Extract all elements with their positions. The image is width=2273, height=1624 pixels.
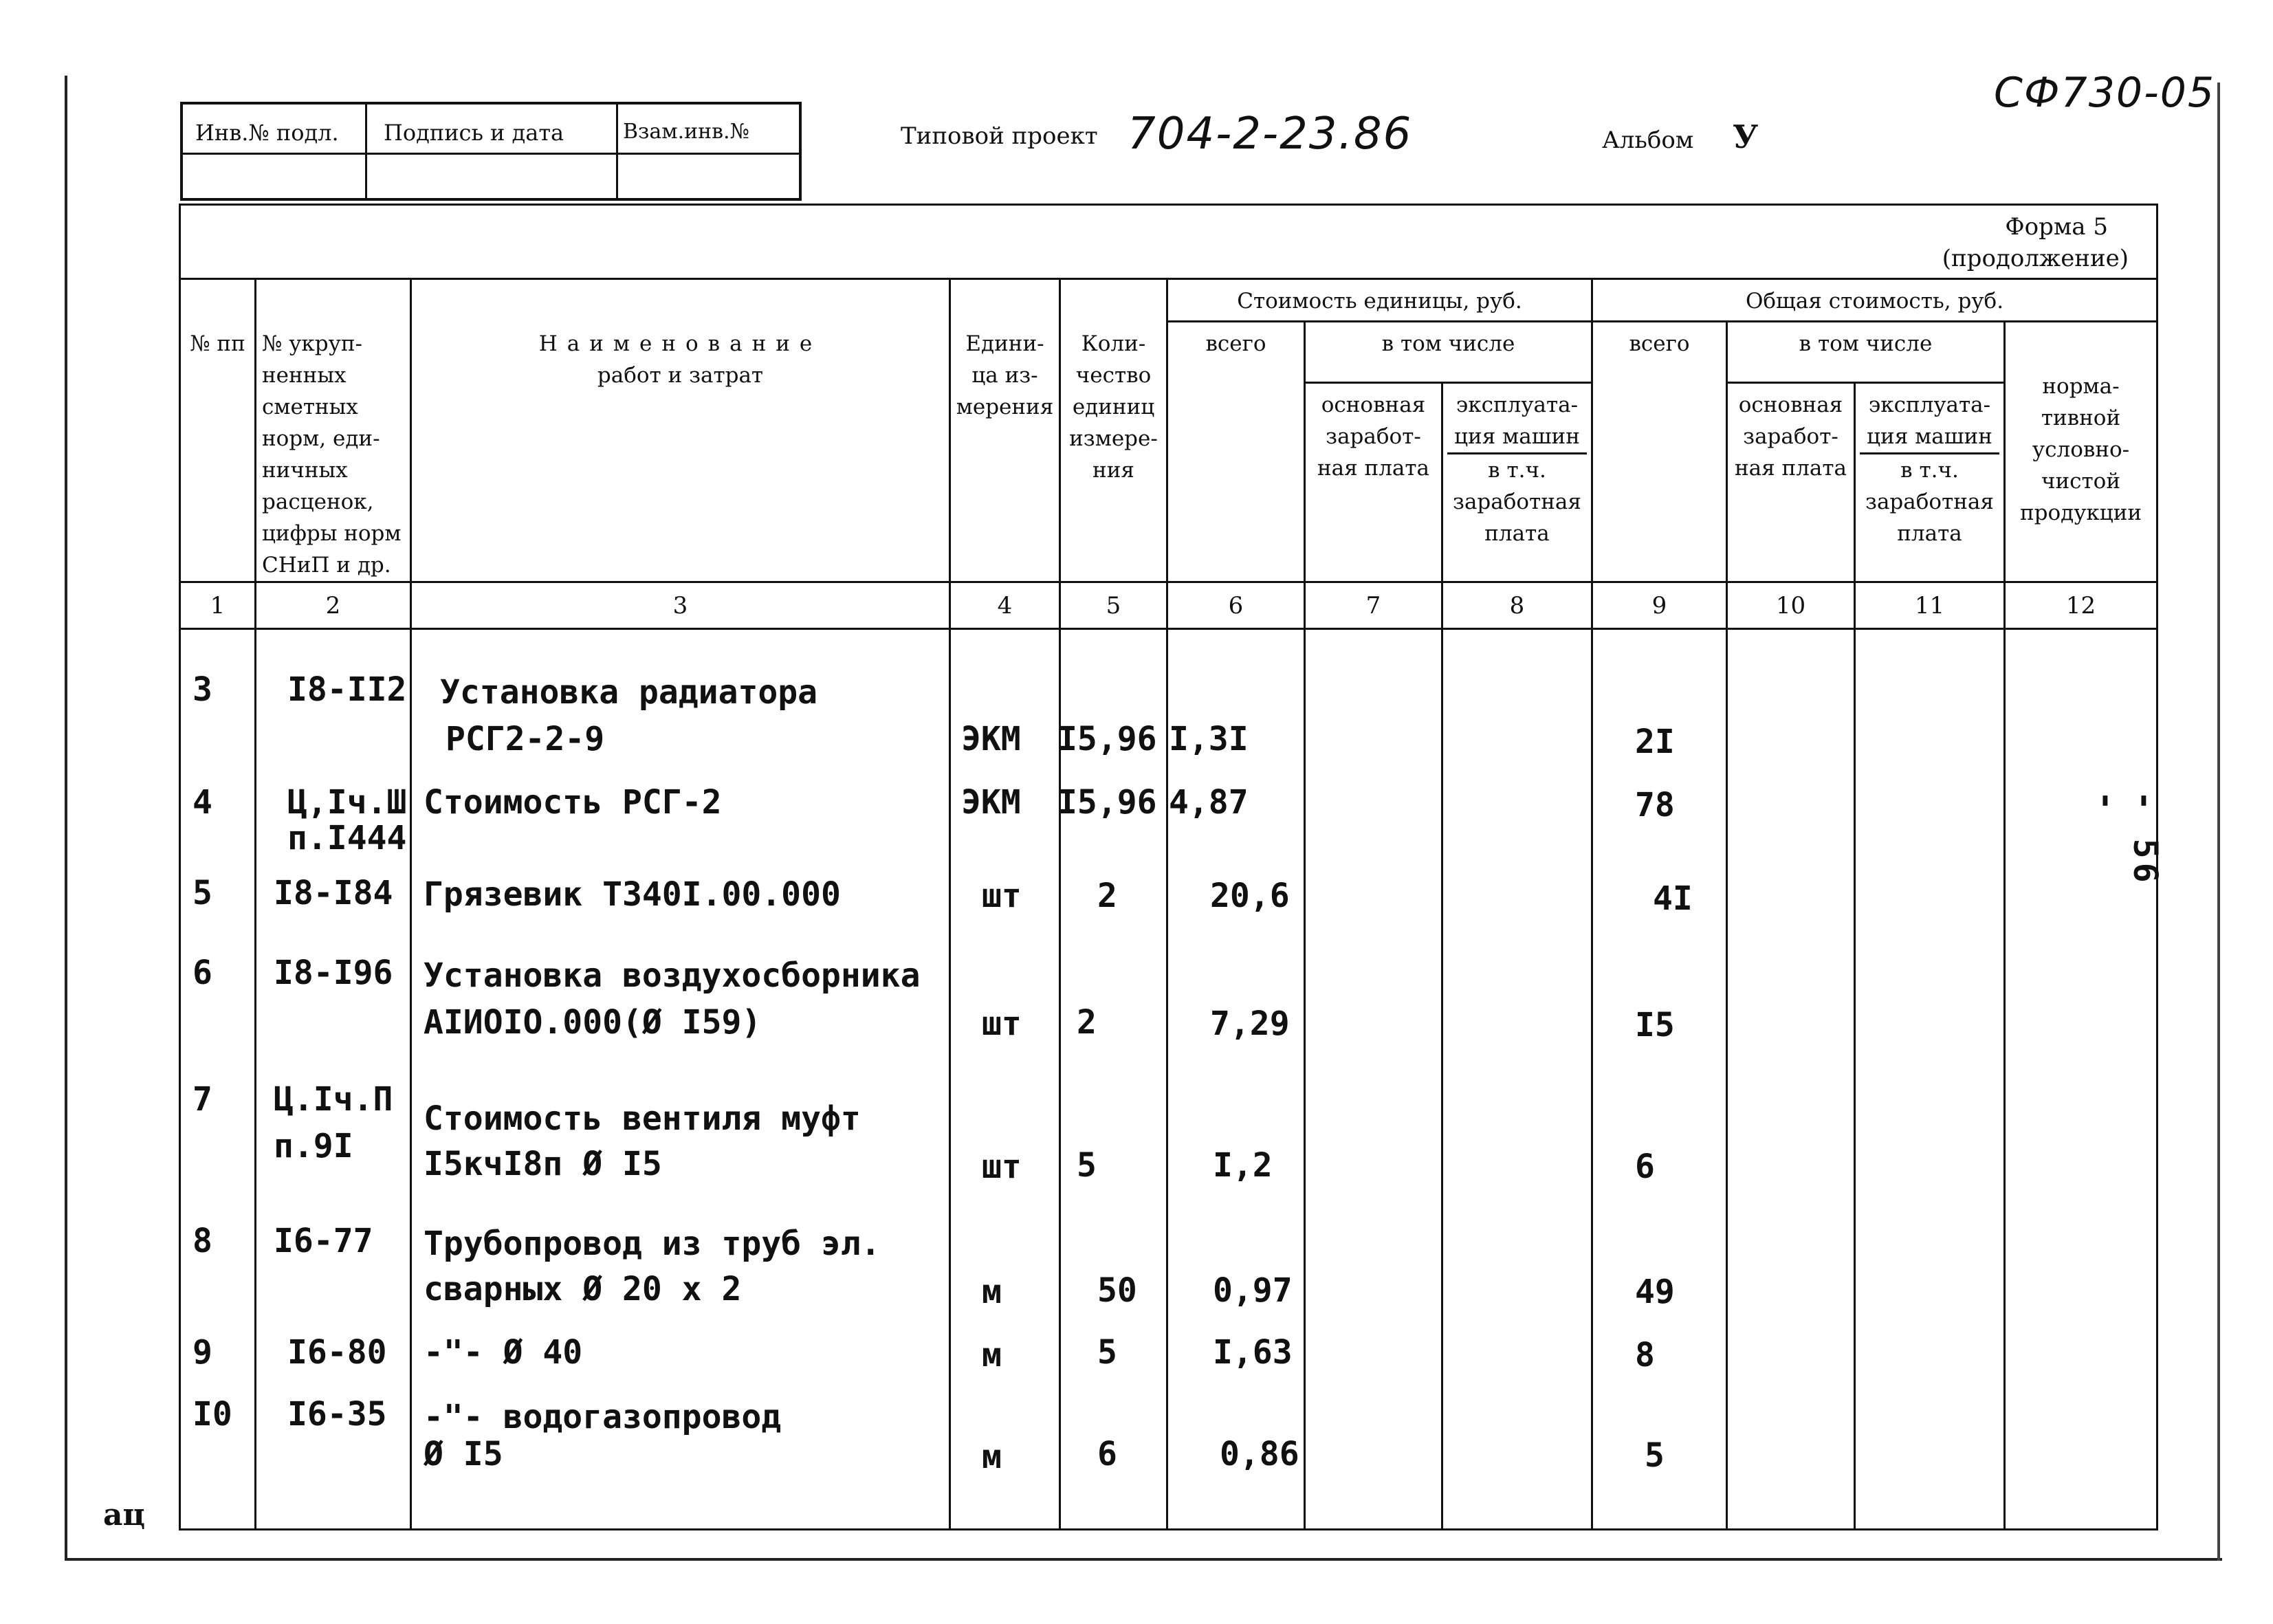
- row-code: I8-II2: [287, 670, 407, 709]
- row-name-line1: -"- водогазопровод: [424, 1398, 782, 1436]
- row-name-line1: Установка радиатора: [440, 673, 818, 712]
- row-number: 3: [193, 670, 212, 709]
- col-norm-header: № укруп- ненных сметных норм, еди- ничных расценок, цифры норм СНиП и др.: [256, 279, 411, 582]
- total-machine-wage-label: в т.ч. заработная плата: [1865, 458, 1994, 546]
- row-number: 6: [193, 954, 212, 992]
- col-unit-header: Едини- ца из- мерения: [950, 279, 1060, 582]
- stamp-block: [180, 102, 802, 201]
- form-title: Форма 5: [2005, 213, 2109, 241]
- stamp-inv-podl: Инв.№ подл.: [195, 120, 339, 146]
- page-number: - 56 -: [2087, 791, 2164, 887]
- col-qty-header: Коли- чество единиц измере- ния: [1060, 279, 1167, 582]
- row-unit: м: [982, 1336, 1002, 1374]
- row-unit: шт: [982, 1005, 1022, 1043]
- row-number: 4: [193, 783, 212, 822]
- row-name-line2: I5кчI8п Ø I5: [424, 1145, 662, 1183]
- row-unit: м: [982, 1273, 1002, 1311]
- col-name-title: Наименование: [538, 331, 822, 356]
- row-number: 8: [193, 1222, 212, 1260]
- row-code-line2: п.I444: [287, 819, 407, 857]
- col-number-11: 11: [1855, 582, 2005, 629]
- row-qty: 2: [1097, 877, 1117, 915]
- row-name-line2: сварных Ø 20 х 2: [424, 1270, 742, 1308]
- row-name-line2: Ø I5: [424, 1435, 503, 1473]
- row-unit-cost: I,63: [1213, 1333, 1293, 1372]
- row-code: I8-I96: [274, 954, 393, 992]
- row-unit: шт: [982, 1148, 1022, 1186]
- row-qty: I5,96: [1057, 783, 1157, 822]
- total-base-wage-header: основная заработ- ная плата: [1727, 383, 1855, 582]
- row-qty: 5: [1097, 1333, 1117, 1372]
- row-name-line1: Установка воздухосборника: [424, 956, 921, 995]
- total-all-header: всего: [1592, 322, 1727, 582]
- doc-code: СФ730-05: [1994, 69, 2216, 117]
- row-number: 7: [193, 1080, 212, 1119]
- row-total: 2I: [1635, 723, 1675, 761]
- project-number: 704-2-23.86: [1128, 109, 1413, 160]
- row-total: 4I: [1653, 879, 1693, 918]
- total-machine-header: [1855, 383, 2005, 582]
- col-number-12: 12: [2005, 582, 2157, 629]
- page-frame-right: [2217, 83, 2220, 1561]
- row-code-line1: Ц.Iч.П: [274, 1080, 393, 1119]
- row-unit: шт: [982, 877, 1022, 915]
- row-name-line1: Трубопровод из труб эл.: [424, 1225, 881, 1263]
- row-name-line2: РСГ2-2-9: [446, 720, 605, 758]
- total-cost-group-header: Общая стоимость, руб.: [1592, 279, 2157, 322]
- stamp-vzam: Взам.инв.№: [623, 120, 749, 144]
- unit-machine-wage-label: в т.ч. заработная плата: [1453, 458, 1581, 546]
- unit-all-header: всего: [1167, 322, 1305, 582]
- col-number-4: 4: [950, 582, 1060, 629]
- album-label: Альбом: [1602, 127, 1694, 154]
- row-code-line2: п.9I: [274, 1127, 353, 1165]
- row-unit: ЭКМ: [961, 720, 1021, 758]
- col-number-1: 1: [180, 582, 256, 629]
- row-total: 8: [1635, 1336, 1655, 1374]
- col-num-header: № пп: [180, 279, 256, 582]
- unit-incl-header: в том числе: [1305, 322, 1592, 383]
- unit-cost-group-header: Стоимость единицы, руб.: [1167, 279, 1592, 322]
- col-number-9: 9: [1592, 582, 1727, 629]
- col-number-2: 2: [256, 582, 411, 629]
- col-number-6: 6: [1167, 582, 1305, 629]
- col-number-5: 5: [1060, 582, 1167, 629]
- row-code: I6-77: [274, 1222, 373, 1260]
- row-unit-cost: 7,29: [1210, 1005, 1290, 1043]
- row-code: I8-I84: [274, 874, 393, 912]
- row-code: I6-35: [287, 1395, 387, 1434]
- row-unit: м: [982, 1438, 1002, 1476]
- row-unit-cost: I,3I: [1169, 720, 1249, 758]
- stamp-podpis: Подпись и дата: [384, 120, 564, 146]
- form-subtitle: (продолжение): [1942, 245, 2129, 272]
- row-total: I5: [1635, 1006, 1675, 1044]
- row-unit-cost: 0,86: [1220, 1435, 1299, 1473]
- col-name-sub: работ и затрат: [597, 363, 764, 388]
- row-qty: I5,96: [1057, 720, 1157, 758]
- row-qty: 6: [1097, 1435, 1117, 1473]
- row-qty: 50: [1097, 1271, 1137, 1310]
- row-unit-cost: 0,97: [1213, 1271, 1293, 1310]
- row-number: I0: [193, 1395, 232, 1434]
- col-name-header: [411, 279, 950, 582]
- album-value: У: [1733, 118, 1759, 155]
- unit-base-wage-header: основная заработ- ная плата: [1305, 383, 1442, 582]
- row-total: 5: [1645, 1436, 1665, 1475]
- row-name-line1: Стоимость РСГ-2: [424, 783, 722, 822]
- row-unit-cost: I,2: [1213, 1146, 1273, 1185]
- row-name-line2: АIИОIО.000(Ø I59): [424, 1003, 762, 1042]
- row-qty: 2: [1077, 1003, 1097, 1042]
- form-header-cell: [180, 205, 2157, 279]
- row-total: 78: [1635, 786, 1675, 824]
- row-unit: ЭКМ: [961, 783, 1021, 822]
- unit-machine-label: эксплуата- ция машин: [1447, 389, 1587, 454]
- margin-mark: ац: [103, 1497, 146, 1533]
- total-machine-label: эксплуата- ция машин: [1860, 389, 1999, 454]
- row-unit-cost: 4,87: [1169, 783, 1249, 822]
- row-name-line1: Грязевик Т340I.00.000: [424, 875, 841, 914]
- row-number: 9: [193, 1333, 212, 1372]
- row-qty: 5: [1077, 1146, 1097, 1185]
- project-label: Типовой проект: [901, 122, 1098, 150]
- row-code: I6-80: [287, 1333, 387, 1372]
- row-unit-cost: 20,6: [1210, 877, 1290, 915]
- total-incl-header: в том числе: [1727, 322, 2005, 383]
- row-name-line1: Стоимость вентиля муфт: [424, 1099, 861, 1138]
- page-frame-left: [65, 76, 67, 1561]
- normative-header: норма- тивной условно- чистой продукции: [2005, 322, 2157, 582]
- row-name-line1: -"- Ø 40: [424, 1333, 583, 1372]
- unit-machine-header: [1442, 383, 1592, 582]
- row-number: 5: [193, 874, 212, 912]
- col-number-10: 10: [1727, 582, 1855, 629]
- row-total: 49: [1635, 1273, 1675, 1311]
- col-number-3: 3: [411, 582, 950, 629]
- row-code-line1: Ц,Iч.Ш: [287, 783, 407, 822]
- col-number-8: 8: [1442, 582, 1592, 629]
- row-total: 6: [1635, 1148, 1655, 1186]
- col-number-7: 7: [1305, 582, 1442, 629]
- page-frame-bottom: [66, 1558, 2222, 1561]
